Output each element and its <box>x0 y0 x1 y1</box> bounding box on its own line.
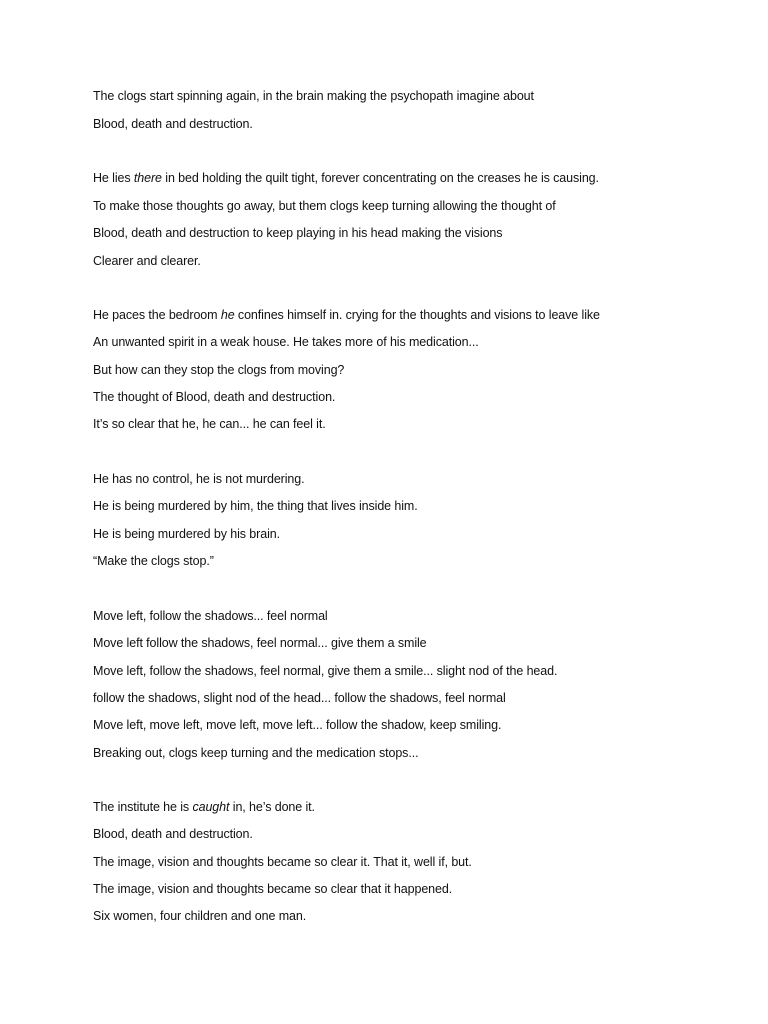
text-line: Breaking out, clogs keep turning and the medication stops... <box>93 746 419 760</box>
text-line: follow the shadows, slight nod of the head... follow the shadows, feel normal <box>93 691 506 705</box>
text-line: The image, vision and thoughts became so clear it. That it, well if, but. <box>93 855 472 869</box>
text-line: He has no control, he is not murdering. <box>93 472 305 486</box>
text-line: The institute he is caught in, he’s done it. <box>93 800 315 814</box>
text-line: Move left follow the shadows, feel normal... give them a smile <box>93 636 427 650</box>
text-line: Blood, death and destruction. <box>93 117 253 131</box>
italic-word: there <box>133 171 162 185</box>
text-line: He is being murdered by him, the thing that lives inside him. <box>93 499 418 513</box>
text-line: Clearer and clearer. <box>93 254 201 268</box>
text-line: The clogs start spinning again, in the brain making the psychopath imagine about <box>93 89 534 103</box>
text-line: Move left, follow the shadows... feel normal <box>93 609 328 623</box>
text-line: Move left, follow the shadows, feel normal, give them a smile... slight nod of the head. <box>93 664 558 678</box>
text-line: “Make the clogs stop.” <box>93 554 214 568</box>
italic-word: caught <box>192 800 230 814</box>
text-line: An unwanted spirit in a weak house. He takes more of his medication... <box>93 335 479 349</box>
text-line: The thought of Blood, death and destruction. <box>93 390 336 404</box>
text-line: He is being murdered by his brain. <box>93 527 280 541</box>
text-line: Blood, death and destruction to keep playing in his head making the visions <box>93 226 503 240</box>
text-line: He paces the bedroom he confines himself in. crying for the thoughts and visions to leave like <box>93 308 600 322</box>
text-line: He lies there in bed holding the quilt tight, forever concentrating on the creases he is causing. <box>93 171 599 185</box>
text-line: It’s so clear that he, he can... he can feel it. <box>93 417 326 431</box>
text-line: Six women, four children and one man. <box>93 909 307 923</box>
text-line: But how can they stop the clogs from moving? <box>93 363 345 377</box>
text-line: To make those thoughts go away, but them clogs keep turning allowing the thought of <box>93 199 556 213</box>
text-line: Blood, death and destruction. <box>93 827 253 841</box>
text-line: The image, vision and thoughts became so clear that it happened. <box>93 882 453 896</box>
italic-word: he <box>220 308 235 322</box>
text-line: Move left, move left, move left, move left... follow the shadow, keep smiling. <box>93 718 502 732</box>
